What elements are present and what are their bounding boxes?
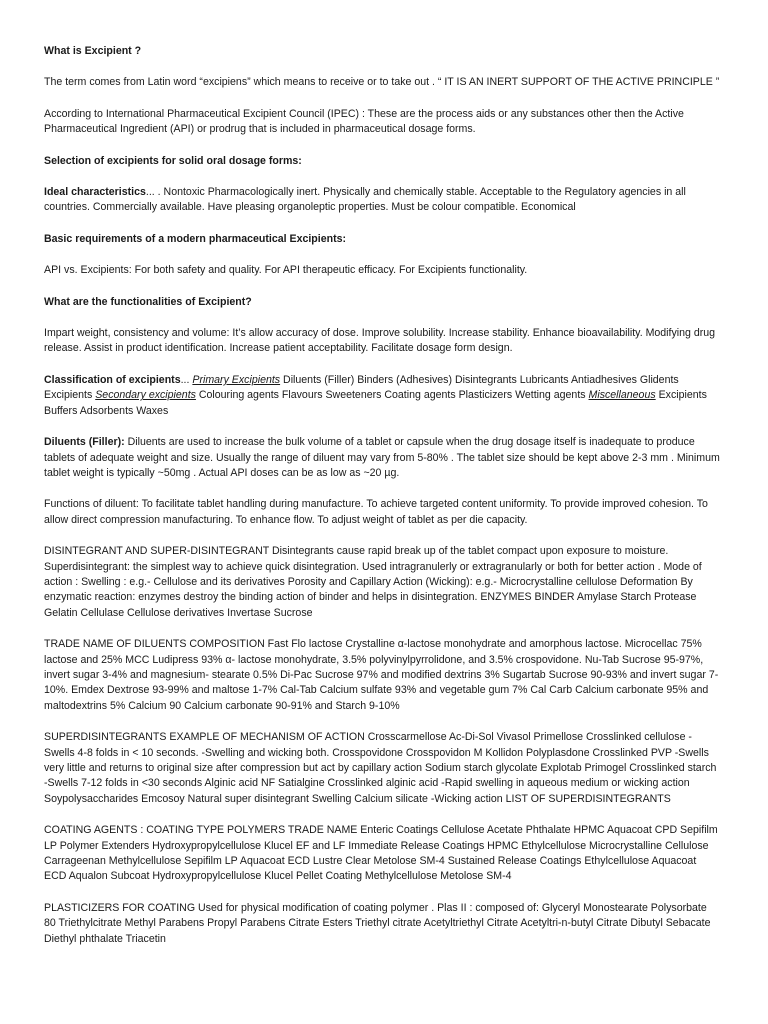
- heading-basic-requirements: Basic requirements of a modern pharmaceutical Excipients:: [44, 232, 347, 245]
- paragraph-plasticizers: PLASTICIZERS FOR COATING Used for physical modification of coating polymer . Plas II : composed of: Glyceryl Monostearate Polysorbate 80 Triethylcitrate Methyl Parabens Propyl Parabens Citrate Esters Triethyl citrate Acetyltriethyl Citrate Acetyltri-n-butyl Citrate Dibutyl Sebacate Diethyl phthalate Triacetin: [44, 901, 711, 945]
- paragraph-ideal-characteristics: Ideal characteristics... . Nontoxic Pharmacologically inert. Physically and chemically stable. Acceptable to the Regulatory agencies in all countries. Commercially available. Have pleasing organoleptic properties. Must be colour compatible. Economical: [44, 186, 686, 214]
- classification-label: Classification of excipients: [44, 373, 181, 386]
- heading-selection: Selection of excipients for solid oral dosage forms:: [44, 154, 302, 167]
- paragraph-diluents: Diluents (Filler): Diluents are used to increase the bulk volume of a tablet or capsule when the drug dosage itself is inadequate to produce tablets of adequate weight and size. Usually the range of diluent may vary from 5-80% . The tablet size should be kept above 2-3 mm . Minimum tablet weight is typically ~50mg . Actual API doses can be as low as ~20 µg.: [44, 436, 720, 479]
- paragraph-functionalities: Impart weight, consistency and volume: It’s allow accuracy of dose. Improve solubility. Increase stability. Enhance bioavailability. Modifying drug release. Assist in product identification. Increase patient acceptability. Facilitate dosage form design.: [44, 327, 716, 355]
- primary-excipients-link[interactable]: Primary Excipients: [192, 373, 281, 386]
- secondary-excipients-link[interactable]: Secondary excipients: [95, 389, 196, 402]
- heading-what-is-excipient: What is Excipient ?: [44, 45, 142, 57]
- diluents-label: Diluents (Filler):: [44, 436, 125, 449]
- ideal-characteristics-label: Ideal characteristics: [44, 186, 146, 199]
- paragraph-functions-of-diluent: Functions of diluent: To facilitate tablet handling during manufacture. To achieve targeted content uniformity. To provide improved cohesion. To allow direct compression manufacturing. To enhance flow. To adjust weight of tablet as per die capacity.: [44, 498, 708, 526]
- paragraph-classification: Classification of excipients... Primary Excipients Diluents (Filler) Binders (Adhesives) Disintegrants Lubricants Antiadhesives Glidents Excipients Secondary excipients Colouring agents Flavours Sweeteners Coating agents Plasticizers Wetting agents Miscellaneous Excipients Buffers Adsorbents Waxes: [44, 373, 707, 417]
- heading-functionalities: What are the functionalities of Excipient?: [44, 295, 252, 308]
- paragraph-trade-names-diluents: TRADE NAME OF DILUENTS COMPOSITION Fast Flo lactose Crystalline α-lactose monohydrate and amorphous lactose. Microcellac 75% lactose and 25% MCC Ludipress 93% α- lactose monohydrate, 3.5% polyvinylpyrrolidone, and 3.5% crospovidone. Nu-Tab Sucrose 95-97%, invert sugar 3-4% and magnesium- stearate 0.5% Di-Pac Sucrose 97% and modified dextrins 3% Sugartab Sucrose 90-93% and invert sugar 7-10%. Emdex Dextrose 93-99% and maltose 1-7% Cal-Tab Calcium sulfate 93% and vegetable gum 7% Cal Carb Calcium carbonate 95% and maltodextrins 5% Calcium 90 Calcium carbonate 90-91% and Starch 9-10%: [44, 638, 719, 712]
- paragraph-disintegrant: DISINTEGRANT AND SUPER-DISINTEGRANT Disintegrants cause rapid break up of the tablet compact upon exposure to moisture. Superdisintegrant: the simplest way to achieve quick disintegration. Used intragranulerly or extragranularly or both for better action . Mode of action : Swelling : e.g.- Cellulose and its derivatives Porosity and Capillary Action (Wicking): e.g.- Microcrystalline cellulose Deformation By enzymatic reaction: enzymes destroy the binding action of binder and helps in disintegration. ENZYMES BINDER Amylase Starch Protease Gelatin Cellulase Cellulose derivatives Invertase Sucrose: [44, 545, 702, 619]
- paragraph-superdisintegrants: SUPERDISINTEGRANTS EXAMPLE OF MECHANISM OF ACTION Crosscarmellose Ac-Di-Sol Vivasol Primellose Crosslinked cellulose -Swells 4-8 folds in < 10 seconds. -Swelling and wicking both. Crosspovidone Crosspovidon M Kollidon Polyplasdone Crosslinked PVP -Swells very little and returns to original size after compression but act by capillary action Sodium starch glycolate Explotab Primogel Crosslinked starch -Swells 7-12 folds in <30 seconds Alginic acid NF Satialgine Crosslinked alginic acid -Rapid swelling in aqueous medium or wicking action Soypolysaccharides Emcosoy Natural super disintegrant Swelling Calcium silicate -Wicking action LIST OF SUPERDISINTEGRANTS: [44, 731, 717, 805]
- paragraph-coating-agents: COATING AGENTS : COATING TYPE POLYMERS TRADE NAME Enteric Coatings Cellulose Acetate Phthalate HPMC Aquacoat CPD Sepifilm LP Polymer Extenders Hydroxypropylcellulose Klucel EF and LF Immediate Release Coatings HPMC Ethylcellulose Microcrystalline Cellulose Carrageenan Methylcellulose Sepifilm LP Aquacoat ECD Lustre Clear Metolose SM-4 Sustained Release Coatings Ethylcellulose Aquacoat ECD Aqualon Subcoat Hydroxypropylcellulose Klucel Pellet Coating Methylcellulose Metolose SM-4: [44, 824, 718, 883]
- paragraph-api-vs-excipients: API vs. Excipients: For both safety and quality. For API therapeutic efficacy. For Excipients functionality.: [44, 264, 528, 277]
- paragraph-ipec-definition: According to International Pharmaceutical Excipient Council (IPEC) : These are the process aids or any substances other then the Active Pharmaceutical Ingredient (API) or prodrug that is included in pharmaceutical dosage forms.: [44, 107, 684, 136]
- paragraph-term-origin: The term comes from Latin word “excipiens” which means to receive or to take out . “ IT IS AN INERT SUPPORT OF THE ACTIVE PRINCIPLE ”: [44, 76, 720, 89]
- miscellaneous-link[interactable]: Miscellaneous: [588, 389, 656, 402]
